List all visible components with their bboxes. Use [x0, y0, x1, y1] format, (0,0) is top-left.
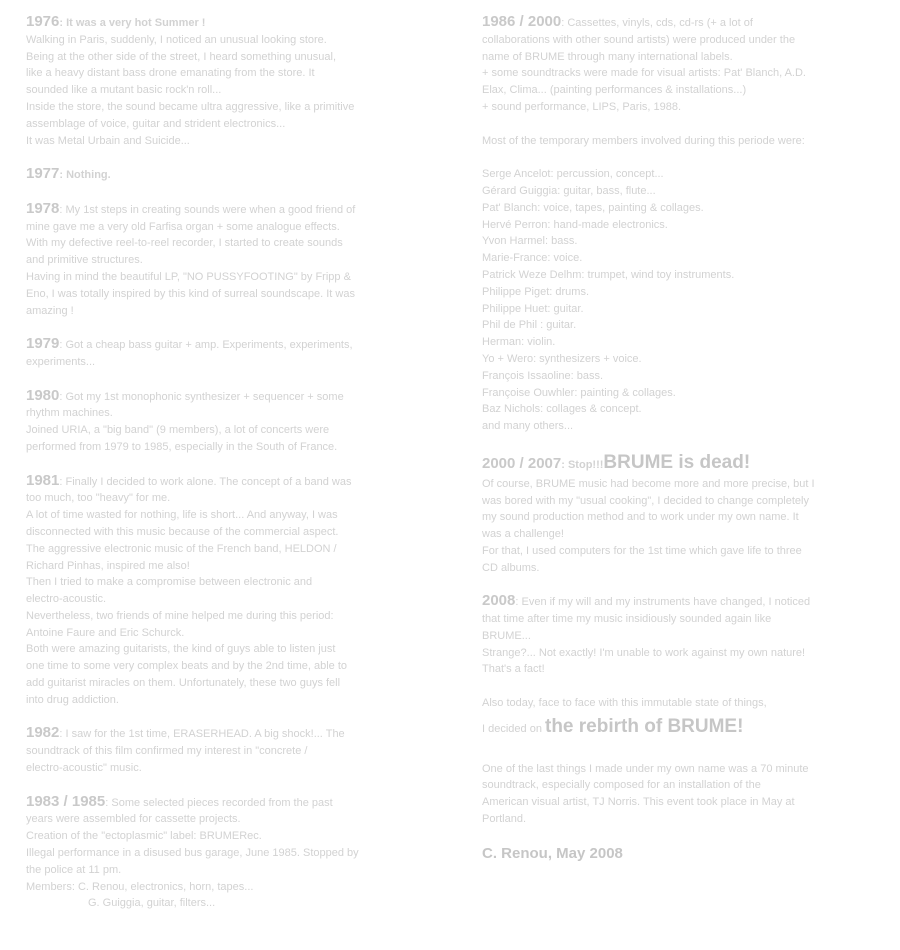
last-section: [482, 761, 882, 828]
entry-2008: [482, 593, 882, 678]
year-1986-2000: 1986 / 2000: [482, 13, 562, 30]
entry-1978: [26, 201, 436, 320]
entry-1981-intro: : Finally I decided to work alone. The concept of a band was: [59, 475, 352, 488]
rebirth-headline: the rebirth of BRUME!: [545, 715, 744, 737]
entry-2000-stop: : Stop!!!: [561, 458, 604, 471]
entry-1976-line: Walking in Paris, suddenly, I noticed an unusual looking store.: [26, 33, 327, 46]
right-column: [482, 14, 882, 862]
entry-1976-intro: : It was a very hot Summer !: [59, 17, 206, 29]
entry-1983-line: the police at 11 pm.: [26, 863, 122, 876]
entry-1976-line: like a heavy distant bass drone emanating from the store. It: [26, 67, 315, 80]
entry-1981-line: Richard Pinhas, inspired me also!: [26, 559, 190, 572]
entry-1981-line: into drug addiction.: [26, 693, 119, 706]
entry-2000-line: CD albums.: [482, 561, 540, 574]
entry-1981-line: one time to some very complex beats and by the 2nd time, able to: [26, 660, 348, 673]
year-1982: 1982: [26, 724, 60, 742]
entry-1986-line: Elax, Clima... (painting performances & installations...): [482, 84, 747, 97]
members-intro: Most of the temporary members involved during this periode were:: [482, 134, 805, 147]
entry-1981-line: A lot of time wasted for nothing, life is short... And anyway, I was: [26, 509, 338, 522]
year-1978: 1978: [26, 199, 60, 217]
entry-1979-line: experiments...: [26, 355, 96, 368]
entry-1978-line: Eno, I was totally inspired by this kind of surreal soundscape. It was: [26, 287, 355, 300]
year-1981: 1981: [26, 471, 60, 489]
entry-1976-line: assemblage of voice, guitar and strident electronics...: [26, 117, 286, 130]
entry-1986-line: name of BRUME through many international labels.: [482, 50, 733, 63]
entry-1980-intro: : Got my 1st monophonic synthesizer + sequencer + some: [59, 390, 344, 403]
entry-1976-line: Inside the store, the sound became ultra aggressive, like a primitive: [26, 100, 355, 113]
entry-1976-line: It was Metal Urbain and Suicide...: [26, 134, 190, 147]
last-line: soundtrack, especially composed for an installation of the: [482, 779, 761, 792]
entry-1976-line: sounded like a mutant basic rock'n roll...: [26, 84, 222, 97]
entry-2008-line: that time after time my music insidiously sounded again like: [482, 613, 772, 626]
year-1979: 1979: [26, 335, 60, 353]
entry-2008-line: Strange?... Not exactly! I'm unable to work against my own nature!: [482, 646, 806, 659]
entry-1986-2000: [482, 14, 882, 116]
last-line: American visual artist, TJ Norris. This event took place in May at: [482, 796, 795, 809]
entry-1986-intro: : Cassettes, vinyls, cds, cd-rs (+ a lot of: [561, 17, 753, 29]
member-line: Gérard Guiggia: guitar, bass, flute...: [482, 184, 656, 197]
entry-1983-intro: : Some selected pieces recorded from the past: [105, 796, 333, 809]
entry-1982-intro: : I saw for the 1st time, ERASERHEAD. A big shock!... The: [59, 728, 345, 741]
member-line: Serge Ancelot: percussion, concept...: [482, 168, 664, 181]
entry-1981-line: Both were amazing guitarists, the kind of guys able to listen just: [26, 643, 336, 656]
member-line: Patrick Weze Delhm: trumpet, wind toy instruments.: [482, 268, 735, 281]
entry-1986-line: + sound performance, LIPS, Paris, 1988.: [482, 100, 682, 113]
entry-1981-line: The aggressive electronic music of the French band, HELDON /: [26, 542, 337, 555]
year-1977: 1977: [26, 165, 60, 183]
entry-1983-member-line: G. Guiggia, guitar, filters...: [88, 897, 216, 910]
member-line: Yvon Harmel: bass.: [482, 235, 578, 248]
entry-2000-2007: [482, 452, 882, 577]
left-column: [26, 14, 436, 912]
member-line: Pat' Blanch: voice, tapes, painting & collages.: [482, 201, 704, 214]
entry-1976: [26, 14, 436, 149]
entry-1976-line: Being at the other side of the street, I heard something unusual,: [26, 50, 337, 63]
entry-1981-line: Nevertheless, two friends of mine helped me during this period:: [26, 609, 334, 622]
member-line: Baz Nichols: collages & concept.: [482, 403, 642, 416]
entry-1978-line: With my defective reel-to-reel recorder, I started to create sounds: [26, 237, 343, 250]
decided-on-text: I decided on: [482, 722, 542, 735]
entry-1986-line: + some soundtracks were made for visual artists: Pat' Blanch, A.D.: [482, 67, 806, 80]
entry-1980: [26, 388, 436, 456]
entry-1977: [26, 166, 436, 184]
last-line: One of the last things I made under my own name was a 70 minute: [482, 762, 809, 775]
entry-1978-intro: : My 1st steps in creating sounds were when a good friend of: [59, 203, 356, 216]
also-today-line: Also today, face to face with this immutable state of things,: [482, 697, 767, 710]
member-line: Phil de Phil : guitar.: [482, 319, 577, 332]
entry-1983-line: Creation of the "ectoplasmic" label: BRUMERec.: [26, 830, 262, 843]
entry-1981: [26, 473, 436, 709]
entry-2000-line: was bored with my "usual cooking", I decided to change completely: [482, 494, 809, 507]
entry-1986-line: collaborations with other sound artists) were produced under the: [482, 33, 796, 46]
entry-1983-line: years were assembled for cassette projects.: [26, 813, 241, 826]
entry-1980-line: Joined URIA, a "big band" (9 members), a lot of concerts were: [26, 424, 330, 437]
entry-1980-line: performed from 1979 to 1985, especially in the South of France.: [26, 440, 338, 453]
entry-2000-line: Of course, BRUME music had become more and more precise, but I: [482, 477, 815, 490]
entry-1982-line: electro-acoustic" music.: [26, 762, 142, 775]
entry-1978-line: Having in mind the beautiful LP, "NO PUSSYFOOTING" by Fripp &: [26, 270, 351, 283]
member-line: Philippe Piget: drums.: [482, 285, 589, 298]
year-1983-1985: 1983 / 1985: [26, 792, 106, 810]
headline-brume-dead: BRUME is dead!: [603, 451, 751, 473]
member-line: and many others...: [482, 420, 574, 433]
year-1976: 1976: [26, 13, 60, 30]
entry-2000-line: was a challenge!: [482, 528, 564, 541]
entry-1981-line: add guitarist miracles on them. Unfortunately, these two guys fell: [26, 677, 341, 690]
entry-1983-line: Illegal performance in a disused bus garage, June 1985. Stopped by: [26, 847, 359, 860]
signature: C. Renou, May 2008: [482, 844, 623, 862]
entry-1977-intro: : Nothing.: [59, 169, 111, 182]
entry-1978-line: mine gave me a very old Farfisa organ + some analogue effects.: [26, 220, 340, 233]
last-line: Portland.: [482, 813, 527, 826]
entry-1981-line: electro-acoustic.: [26, 593, 107, 606]
entry-1981-line: Antoine Faure and Eric Schurck.: [26, 626, 185, 639]
member-line: François Issaoline: bass.: [482, 369, 604, 382]
entry-1982: [26, 725, 436, 776]
entry-1981-line: disconnected with this music because of the commercial aspect.: [26, 525, 339, 538]
entry-1983: [26, 794, 436, 913]
members-section: [482, 133, 882, 435]
entry-2008-intro: : Even if my will and my instruments have changed, I noticed: [515, 596, 811, 609]
entry-1978-line: amazing !: [26, 304, 74, 317]
member-line: Yo + Wero: synthesizers + voice.: [482, 352, 642, 365]
entry-2000-line: For that, I used computers for the 1st time which gave life to three: [482, 544, 802, 557]
entry-1981-line: Then I tried to make a compromise between electronic and: [26, 576, 313, 589]
entry-1981-line: too much, too "heavy" for me.: [26, 492, 171, 505]
member-line: Hervé Perron: hand-made electronics.: [482, 218, 668, 231]
member-line: Marie-France: voice.: [482, 252, 583, 265]
member-line: Françoise Ouwhler: painting & collages.: [482, 386, 676, 399]
entry-1982-line: soundtrack of this film confirmed my interest in "concrete /: [26, 745, 308, 758]
entry-1983-line: Members: C. Renou, electronics, horn, tapes...: [26, 880, 254, 893]
entry-2008-line: BRUME...: [482, 629, 531, 642]
entry-1979: [26, 336, 436, 371]
year-1980: 1980: [26, 386, 60, 404]
member-line: Philippe Huet: guitar.: [482, 302, 584, 315]
entry-1979-intro: : Got a cheap bass guitar + amp. Experiments, experiments,: [59, 339, 353, 352]
rebirth-section: [482, 695, 882, 744]
member-line: Herman: violin.: [482, 336, 556, 349]
entry-1978-line: and primitive structures.: [26, 254, 143, 267]
entry-2000-line: my sound production method and to work under my own name. It: [482, 511, 799, 524]
entry-2008-line: That's a fact!: [482, 663, 545, 676]
year-2000-2007: 2000 / 2007: [482, 454, 562, 472]
year-2008: 2008: [482, 592, 516, 610]
entry-1980-line: rhythm machines.: [26, 407, 113, 420]
